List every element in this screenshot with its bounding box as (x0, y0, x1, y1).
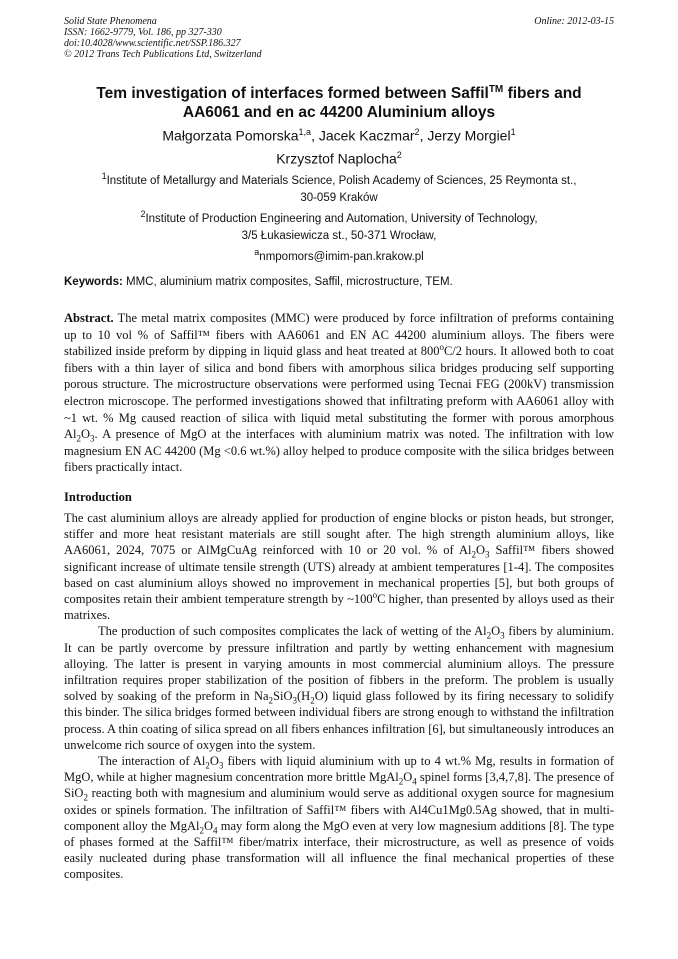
title-tm: TM (488, 84, 504, 95)
journal-header (64, 16, 614, 60)
sub: 3 (485, 549, 490, 560)
abstract-text-1: The metal matrix composites (MMC) were produced by force infiltration of preforms containing up to 10 vol % of Saffil™ fibers with AA6061 and EN AC 44200 aluminium alloys. The fibers were stabilized inside preform by dipping in liquid glass and heat treated at 800 (64, 311, 614, 359)
affiliation-2-line1: Institute of Production Engineering and Automation, University of Technology, (145, 212, 538, 225)
text: may form along the MgO even at very low magnesium additions [8]. The type of phases formed at the Saffil™ fiber/matrix interface, their microstructure, as well as presence of voids easily nucleated during phase transformation will all influence the final mechanical properties of these composites. (64, 818, 614, 882)
affiliation-1-sup: 1 (101, 171, 107, 181)
text: O (476, 543, 486, 558)
text: (H (296, 689, 311, 704)
abstract-sub: 3 (90, 433, 95, 444)
corresponding-email (40, 244, 638, 266)
affiliation-1-line1: Institute of Metallurgy and Materials Science, Polish Academy of Sciences, 25 Reymonta st., (106, 174, 577, 187)
text: The interaction of Al (98, 754, 206, 769)
text: C higher, than presented by alloys used as their matrixes. (64, 592, 614, 623)
text: O (403, 770, 413, 785)
text: reacting both with magnesium and aluminium would serve as additional oxygen source for magnesium oxides or spinels formation. The infiltration of Saffil™ fibers with Al4Cu1Mg0.5Ag showed, that in multi-component alloy the MgAl (64, 786, 614, 833)
sub: 2 (471, 549, 477, 560)
title-line2: AA6061 and en ac 44200 Aluminium alloys (182, 104, 496, 122)
keywords (64, 275, 614, 290)
author-3: , Jerzy Morgiel (419, 127, 511, 144)
degree: o (372, 589, 378, 600)
email-sup: a (254, 247, 260, 257)
sub: 3 (218, 760, 224, 771)
author-2: , Jacek Kaczmar (311, 127, 415, 144)
affiliation-1 (40, 168, 638, 207)
author-1-sup: 1,a (298, 127, 312, 137)
author-4: Krzysztof Naplocha (276, 150, 397, 167)
title-part2: fibers and (503, 85, 582, 103)
abstract-label: Abstract. (64, 311, 114, 325)
text: O) liquid glass followed by its firing necessary to solidify this binder. The silica bridges formed between individual fibers are strong enough to withstand the infiltration process. A thin coating of silica spread on all fibers enhances infiltration [6], but simultaneously introduces an unwelcome rich source of oxygen into the system. (64, 689, 614, 752)
text: O (491, 624, 501, 639)
sub: 2 (486, 630, 492, 641)
sub: 2 (199, 825, 204, 836)
affiliation-1-line2: 30-059 Kraków (300, 191, 378, 204)
paragraph-2 (64, 623, 614, 753)
journal-issn: ISSN: 1662-9779, Vol. 186, pp 327-330 (64, 27, 222, 38)
journal-doi[interactable]: doi:10.4028/www.scientific.net/SSP.186.327 (64, 38, 241, 49)
text: SiO (273, 689, 293, 704)
sub: 2 (310, 695, 315, 706)
author-2-sup: 2 (414, 127, 420, 137)
abstract-text-2: C/2 hours. It allowed both to coat fibers with a thin layer of silica and bond fibers with amorphous silica bridges producing self supporting porous structure. The microstructure observations were performed using Tecnai FEG (200kV) transmission electron microscope. The performed investigations showed that infiltrating preform with AA6061 alloy with ~1 wt. % Mg caused reaction of silica with liquid metal substituting the former with porous amorphous Al (64, 344, 615, 442)
affiliation-2-line2: 3/5 Łukasiewicza st., 50-371 Wrocław, (241, 229, 437, 242)
author-4-sup: 2 (396, 149, 402, 160)
author-3-sup: 1 (510, 127, 516, 137)
online-date: Online: 2012-03-15 (534, 16, 614, 27)
author-list (40, 123, 638, 168)
abstract-o: O (81, 427, 91, 442)
text: fibers with liquid aluminium with up to 4 wt.% Mg, results in formation of MgO, while at higher magnesium concentration more brittle MgAl (64, 754, 614, 785)
sub: 2 (398, 776, 404, 787)
keywords-text: MMC, aluminium matrix composites, Saffil, microstructure, TEM. (122, 276, 453, 288)
introduction-body (64, 510, 614, 883)
affiliation-2-sup: 2 (140, 209, 146, 219)
author-1: Małgorzata Pomorska (162, 127, 299, 144)
sub: 2 (268, 695, 274, 706)
email-link[interactable]: nmpomors@imim-pan.krakow.pl (259, 250, 424, 263)
abstract (64, 310, 614, 476)
paper-title (40, 80, 638, 122)
affiliation-2 (40, 206, 638, 245)
introduction-heading: Introduction (64, 490, 132, 504)
journal-info (64, 16, 614, 60)
text: spinel forms [3,4,7,8]. The presence of SiO (64, 770, 615, 801)
abstract-sub: 2 (76, 433, 81, 444)
text: O (203, 818, 214, 833)
text: O (209, 754, 219, 769)
keywords-label: Keywords: (64, 276, 123, 288)
sub: 4 (213, 825, 218, 836)
paragraph-3 (64, 753, 614, 883)
sub: 4 (412, 776, 417, 787)
abstract-text-3: . A presence of MgO at the interfaces with aluminium matrix was noted. The infiltration with low magnesium EN AC 44200 (Mg <0.6 wt.%) alloy helped to produce composite with the silica bridges between fibers practically intact. (64, 427, 614, 475)
sub: 2 (205, 760, 210, 771)
title-part1: Tem investigation of interfaces formed between Saffil (96, 85, 489, 103)
text: The cast aluminium alloys are already applied for production of engine blocks or piston heads, but stronger, stiffer and more heat resistant materials are still sought after. The high strength aluminium alloys, like AA6061, 2024, 7075 or AlMgCuAg reinforced with 10 or 20 vol. % of Al (64, 511, 614, 558)
sub: 2 (83, 792, 88, 803)
sub: 3 (292, 695, 297, 706)
paragraph-1 (64, 510, 614, 623)
abstract-degree: o (439, 342, 444, 353)
journal-copyright: © 2012 Trans Tech Publications Ltd, Switzerland (64, 49, 262, 60)
text: fibers by aluminium. It can be partly overcome by pressure infiltration and partly by wetting enhancement with magnesium alloying. The latter is present in varying amounts in most commercial aluminium alloys. The pressure infiltration requires proper stabilization of the position of fibbers in the preform. The problem is usually solved by soaking of the preform in Na (64, 624, 614, 704)
sub: 3 (500, 630, 505, 641)
text: Saffil™ fibers showed significant increase of ultimate tensile strength (UTS) already at ambient temperatures [1-4]. The composites based on cast aluminium alloys showed no improvement in mechanical properties [5], but both groups of composites retain their ambient temperature strength by ~100 (64, 543, 614, 607)
text: The production of such composites complicates the lack of wetting of the Al (98, 624, 487, 639)
journal-name: Solid State Phenomena (64, 16, 157, 27)
